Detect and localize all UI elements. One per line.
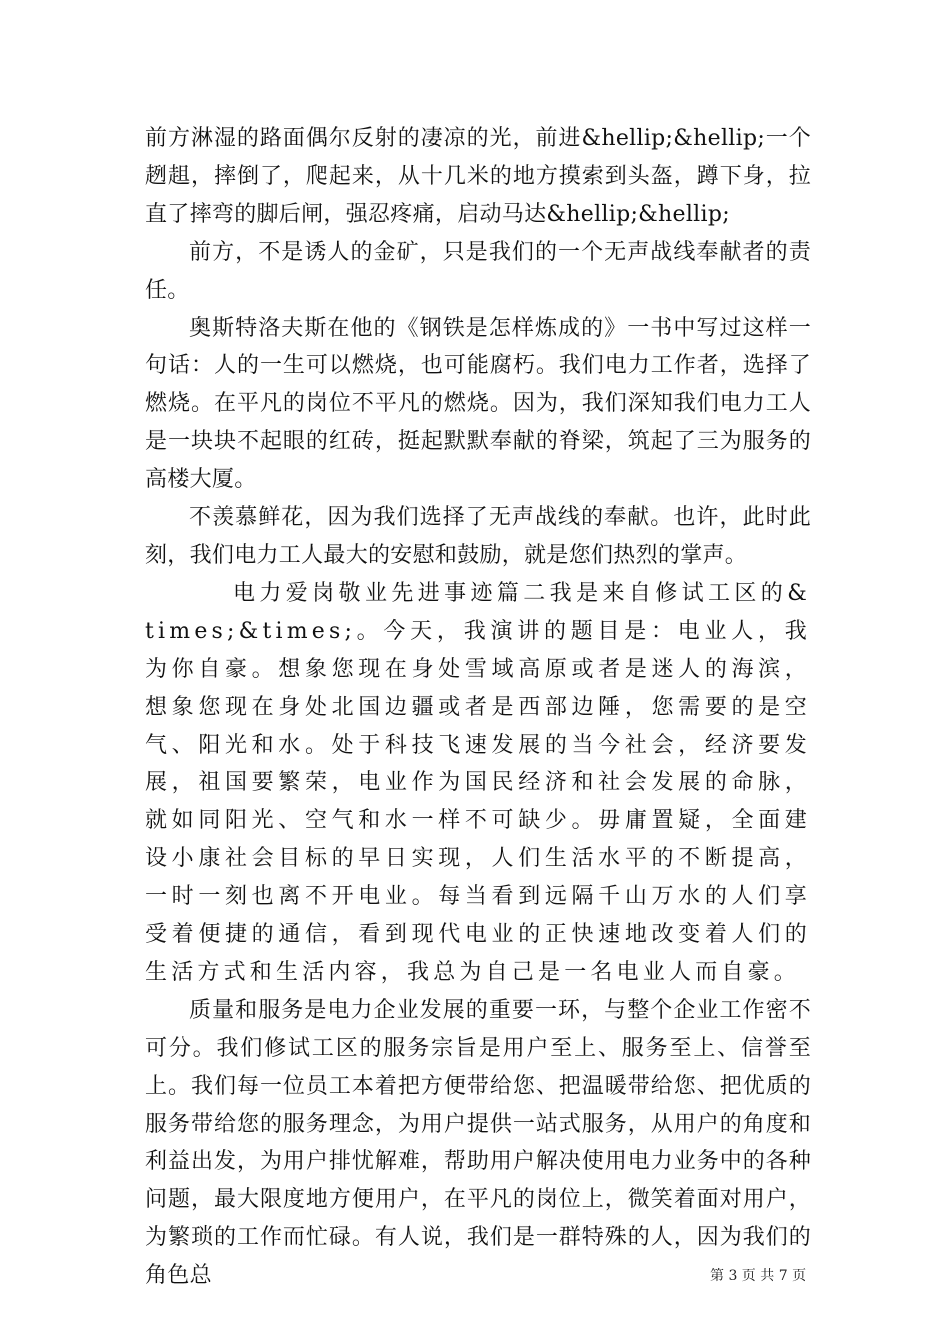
page-number-footer: 第 3 页 共 7 页 <box>710 1268 807 1284</box>
paragraph-2: 前方，不是诱人的金矿，只是我们的一个无声战线奉献者的责任。 <box>145 239 811 303</box>
paragraph-3: 奥斯特洛夫斯在他的《钢铁是怎样炼成的》一书中写过这样一句话：人的一生可以燃烧，也可能腐朽。我们电力工作者，选择了燃烧。在平凡的岗位不平凡的燃烧。因为，我们深知我们电力工人是一块块不起眼的红砖，挺起默默奉献的脊梁，筑起了三为服务的高楼大厦。 <box>145 315 811 493</box>
paragraph-1: 前方淋湿的路面偶尔反射的凄凉的光，前进&hellip;&hellip;一个趔趄，摔倒了，爬起来，从十几米的地方摸索到头盔，蹲下身，拉直了摔弯的脚后闸，强忍疼痛，启动马达&hellip;&hellip; <box>145 126 811 227</box>
paragraph-6: 质量和服务是电力企业发展的重要一环，与整个企业工作密不可分。我们修试工区的服务宗旨是用户至上、服务至上、信誉至上。我们每一位员工本着把方便带给您、把温暖带给您、把优质的服务带给您的服务理念，为用户提供一站式服务，从用户的角度和利益出发，为用户排忧解难，帮助用户解决使用电力业务中的各种问题，最大限度地方便用户，在平凡的岗位上，微笑着面对用户，为繁琐的工作而忙碌。有人说，我们是一群特殊的人，因为我们的角色总 <box>145 997 811 1289</box>
paragraph-4: 不羡慕鲜花，因为我们选择了无声战线的奉献。也许，此时此刻，我们电力工人最大的安慰和鼓励，就是您们热烈的掌声。 <box>145 505 811 568</box>
paragraph-5: 电力爱岗敬业先进事迹篇二我是来自修试工区的&times;&times;。今天，我演讲的题目是：电业人，我为你自豪。想象您现在身处雪域高原或者是迷人的海滨，想象您现在身处北国边疆或者是西部边陲，您需要的是空气、阳光和水。处于科技飞速发展的当今社会，经济要发展，祖国要繁荣，电业作为国民经济和社会发展的命脉，就如同阳光、空气和水一样不可缺少。毋庸置疑，全面建设小康社会目标的早日实现，人们生活水平的不断提高，一时一刻也离不开电业。每当看到远隔千山万水的人们享受着便捷的通信，看到现代电业的正快速地改变着人们的生活方式和生活内容，我总为自己是一名电业人而自豪。 <box>145 580 811 985</box>
document-body <box>145 120 811 1295</box>
